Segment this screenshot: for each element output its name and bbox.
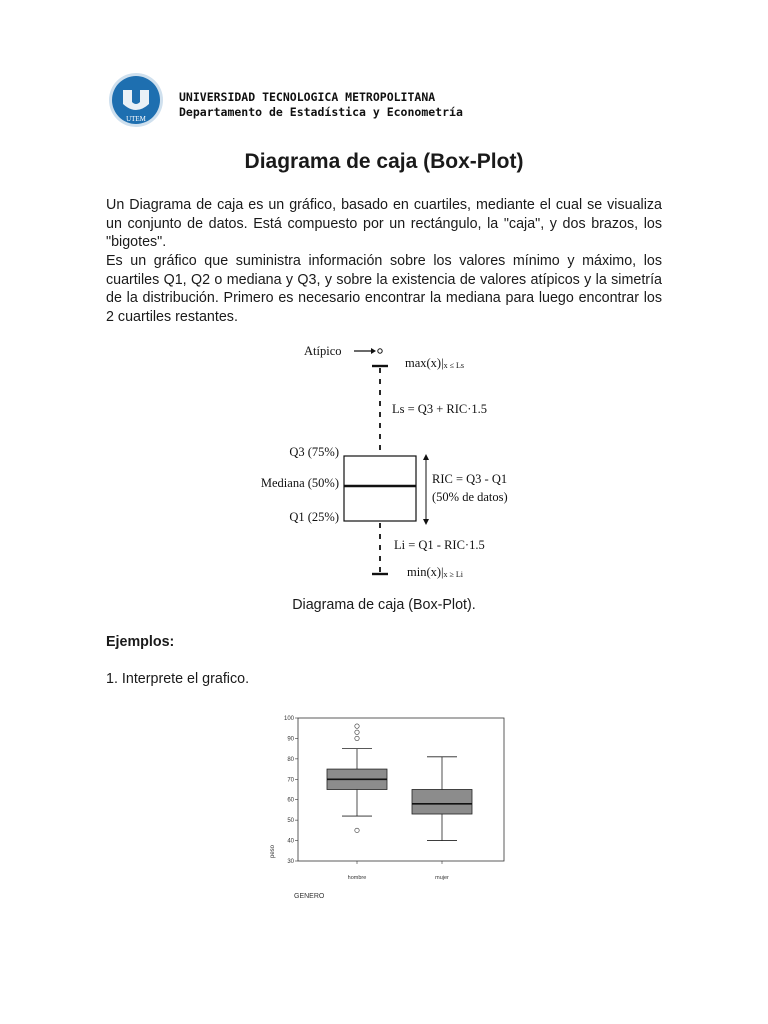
category-label: hombre	[347, 875, 367, 881]
q3-label: Q3 (75%)	[289, 445, 339, 459]
ric-arrow-up	[423, 454, 429, 460]
y-axis-label: peso	[270, 844, 276, 858]
category-label: mujer	[435, 875, 449, 881]
y-tick-label: 30	[287, 859, 294, 865]
min-label: min(x)|x ≥ Li	[407, 565, 464, 579]
institution-header	[179, 90, 463, 120]
outlier-point	[355, 724, 359, 728]
y-tick-label: 70	[287, 777, 294, 784]
box-rect	[344, 456, 416, 521]
upper-limit-label: Ls = Q3 + RIC·1.5	[392, 402, 488, 416]
y-tick-label: 80	[287, 756, 294, 763]
y-axis	[284, 716, 298, 865]
outlier-point	[355, 736, 359, 740]
example-1: 1. Interprete el grafico.	[106, 671, 250, 687]
logo-text: UTEM	[126, 115, 146, 123]
median-label: Mediana (50%)	[260, 476, 339, 490]
box	[412, 790, 472, 815]
examples-heading: Ejemplos:	[106, 634, 175, 650]
ric-label: RIC = Q3 - Q1	[432, 472, 508, 486]
y-tick-label: 40	[287, 838, 294, 845]
boxplot-diagram	[240, 338, 540, 583]
paragraph-intro: Un Diagrama de caja es un gráfico, basado en cuartiles, mediante el cual se visualiza un conjunto de datos. Está compuesto por un rectángulo, la "caja", y dos brazos, los "bigotes".	[106, 197, 662, 251]
y-tick-label: 60	[287, 797, 294, 804]
page-title: Diagrama de caja (Box-Plot)	[244, 150, 524, 173]
paragraph-details: Es un gráfico que suministra información sobre los valores mínimo y máximo, los cuartiles Q1, Q2 o mediana y Q3, y sobre la existencia de valores atípicos y la simetría de la distribución. Primero es necesario encontrar la mediana para luego encontrar los 2 cuartiles restantes.	[106, 253, 662, 325]
ric-sub-label: (50% de datos)	[432, 490, 508, 504]
lower-limit-label: Li = Q1 - RIC·1.5	[394, 538, 485, 552]
y-tick-label: 50	[287, 818, 294, 825]
university-logo	[108, 72, 164, 128]
university-name: UNIVERSIDAD TECNOLOGICA METROPOLITANA	[179, 90, 436, 104]
example-boxplot-chart	[266, 708, 516, 908]
outlier-point	[355, 828, 359, 832]
box-groups	[327, 724, 472, 881]
department-name: Departamento de Estadística y Econometría	[179, 105, 463, 119]
q1-label: Q1 (25%)	[289, 510, 339, 524]
y-tick-label: 100	[283, 716, 294, 722]
diagram-caption: Diagrama de caja (Box-Plot).	[292, 597, 476, 613]
atypical-label: Atípico	[304, 344, 342, 358]
outlier-circle	[378, 349, 382, 353]
y-tick-label: 90	[287, 736, 294, 743]
atypical-arrowhead	[371, 348, 376, 354]
outlier-point	[355, 730, 359, 734]
max-label: max(x)|x ≤ Ls	[405, 356, 464, 370]
x-axis-label: GENERO	[294, 893, 325, 900]
ric-arrow-down	[423, 519, 429, 525]
